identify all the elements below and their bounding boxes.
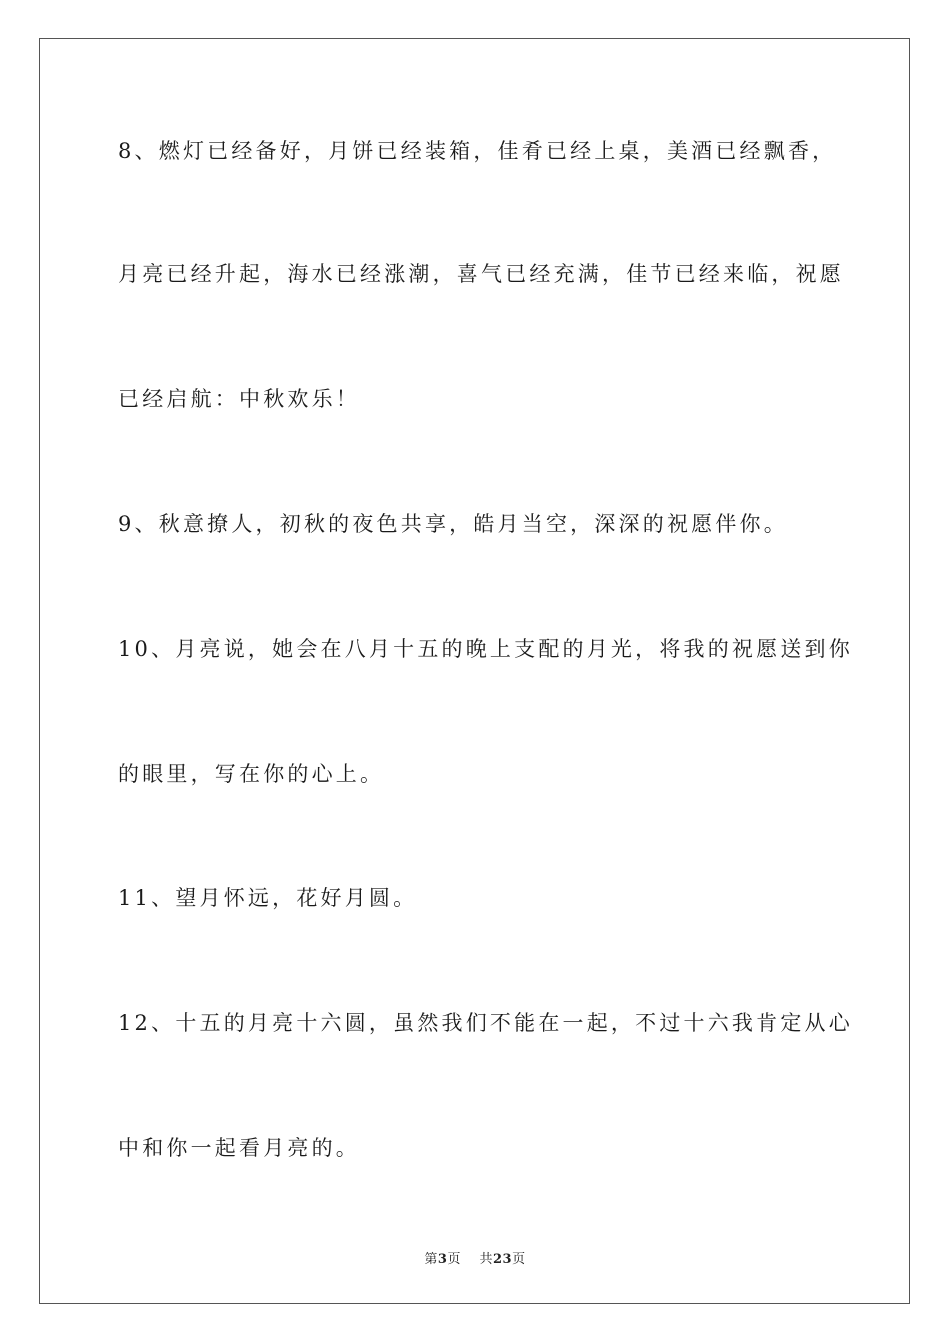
text-line: 的眼里，写在你的心上。 [118, 762, 385, 786]
page-prefix: 第 [424, 1252, 438, 1267]
text-line: 中和你一起看月亮的。 [118, 1136, 360, 1160]
text-line: 10、月亮说，她会在八月十五的晚上支配的月光，将我的祝愿送到你 [118, 637, 853, 661]
text-line: 11、望月怀远，花好月圆。 [118, 886, 418, 910]
total-prefix: 共 [479, 1252, 493, 1267]
text-line: 月亮已经升起，海水已经涨潮，喜气已经充满，佳节已经来临，祝愿 [118, 262, 844, 286]
total-suffix: 页 [512, 1252, 526, 1267]
text-line: 8、燃灯已经备好，月饼已经装箱，佳肴已经上桌，美酒已经飘香， [118, 139, 837, 163]
page-border [39, 38, 910, 1304]
text-line: 12、十五的月亮十六圆，虽然我们不能在一起，不过十六我肯定从心 [118, 1011, 853, 1035]
page-total: 23 [493, 1252, 513, 1267]
text-line: 已经启航：中秋欢乐！ [118, 387, 360, 411]
page-current: 3 [437, 1252, 448, 1267]
page-suffix: 页 [447, 1252, 461, 1267]
text-line: 9、秋意撩人，初秋的夜色共享，皓月当空，深深的祝愿伴你。 [118, 512, 788, 536]
page-footer [0, 1248, 950, 1267]
